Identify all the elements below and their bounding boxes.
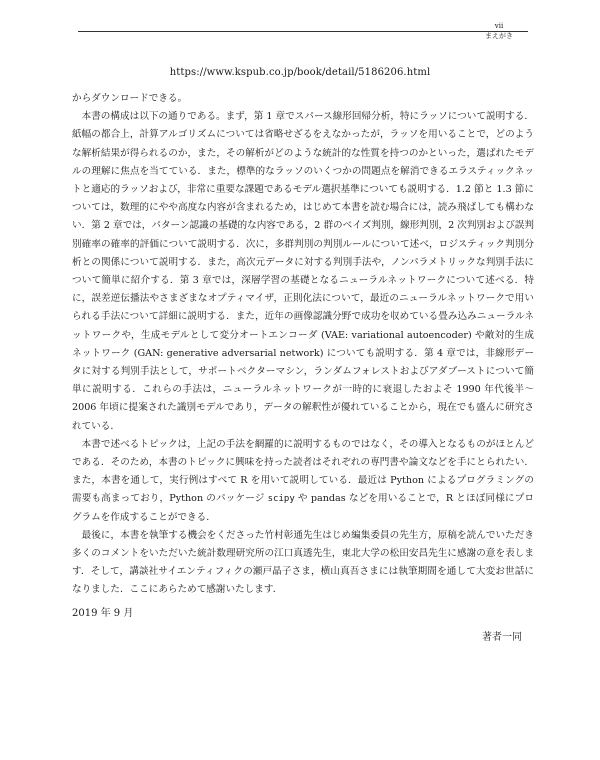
code-scipy: scipy	[267, 494, 295, 505]
author-signature: 著者一同	[482, 632, 522, 643]
paragraph-book-structure: 本書の構成は以下の通りである。まず，第 1 章でスパース線形回帰分析，特にラッソについて説明する．紙幅の都合上，計算アルゴリズムについては省略せざるをえなかったが，ラッソを用いることで，どのような解析結果が得られるのか，また，その解析がどのような統計的な性質を持つのかといった，選ばれたモデルの理解に焦点を当てている．また，標準的なラッソのいくつかの問題点を解消できるエラスティックネットと適応的ラッソおよび，非常に重要な課題であるモデル選択基準についても説明する．1.2 節と 1.3 節については，数理的にやや高度な内容が含まれるため，はじめて本書を読む場合には，読み飛ばしても構わない．第 2 章では，パターン認識の基礎的な内容である，2 群のベイズ判別，線形判別，2 次判別および誤判別確率の確率的評価について説明する．次に，多群判別の判別ルールについて述べ，ロジスティック判別分析との関係について説明する．また，高次元データに対する判別手法や，ノンパラメトリックな判別手法について簡単に紹介する．第 3 章では，深層学習の基礎となるニューラルネットワークについて述べる．特に，誤差逆伝播法やさまざまなオプティマイザ，正則化法について，最近のニューラルネットワークで用いられる手法について詳細に説明する．また，近年の画像認識分野で成功を収めている畳み込みニューラルネットワークや，生成モデルとして変分オートエンコーダ (VAE: variational autoencoder) や敵対的生成ネットワーク (GAN: generative adversarial network) についても説明する．第 4 章では，非線形データに対する判別手法として，サポートベクターマシン，ランダムフォレストおよびアダブーストについて簡単に説明する．これらの手法は，ニューラルネットワークが一時的に衰退したおよそ 1990 年代後半〜2006 年頃に提案された識別モデルであり，データの解釈性が優れていることから，現在でも盛んに研究されている．	[72, 111, 534, 432]
topics-text-2: や	[294, 493, 311, 505]
code-pandas: pandas	[310, 493, 346, 505]
page-number: vii	[494, 22, 504, 30]
preface-body	[72, 90, 534, 600]
paragraph-topics	[72, 436, 534, 527]
paragraph-acknowledgements: 最後に，本書を執筆する機会をくださった竹村彰通先生はじめ編集委員の先生方，原稿を読んでいただき多くのコメントをいただいた統計数理研究所の江口真透先生，東北大学の松田安昌先生に感謝の意を表します．そして，講談社サイエンティフィクの瀬戸晶子さま，横山真吾さまには執筆期間を通して大変お世話になりました．ここにあらためて感謝いたします．	[72, 529, 534, 596]
date: 2019 年 9 月	[72, 608, 134, 619]
download-url: https://www.kspub.co.jp/book/detail/5186206.html	[169, 67, 431, 78]
topics-text-1: 本書で述べるトピックは，上記の手法を網羅的に説明するものではなく，その導入となるものがほとんどである．そのため，本書のトピックに興味を持った読者はそれぞれの専門書や論文などを手にとられたい．また，本書を通して，実行例はすべて R を用いて説明している．最近は Python によるプログラミングの需要も高まっており，Python のパッケージ	[72, 438, 534, 505]
header-rule	[78, 31, 528, 32]
topics-text-3: などを用いることで，R とほぼ同様にプログラムを作成することができる．	[72, 493, 534, 523]
paragraph-continuation: からダウンロードできる。	[72, 93, 188, 104]
section-title: まえがき	[485, 32, 513, 40]
